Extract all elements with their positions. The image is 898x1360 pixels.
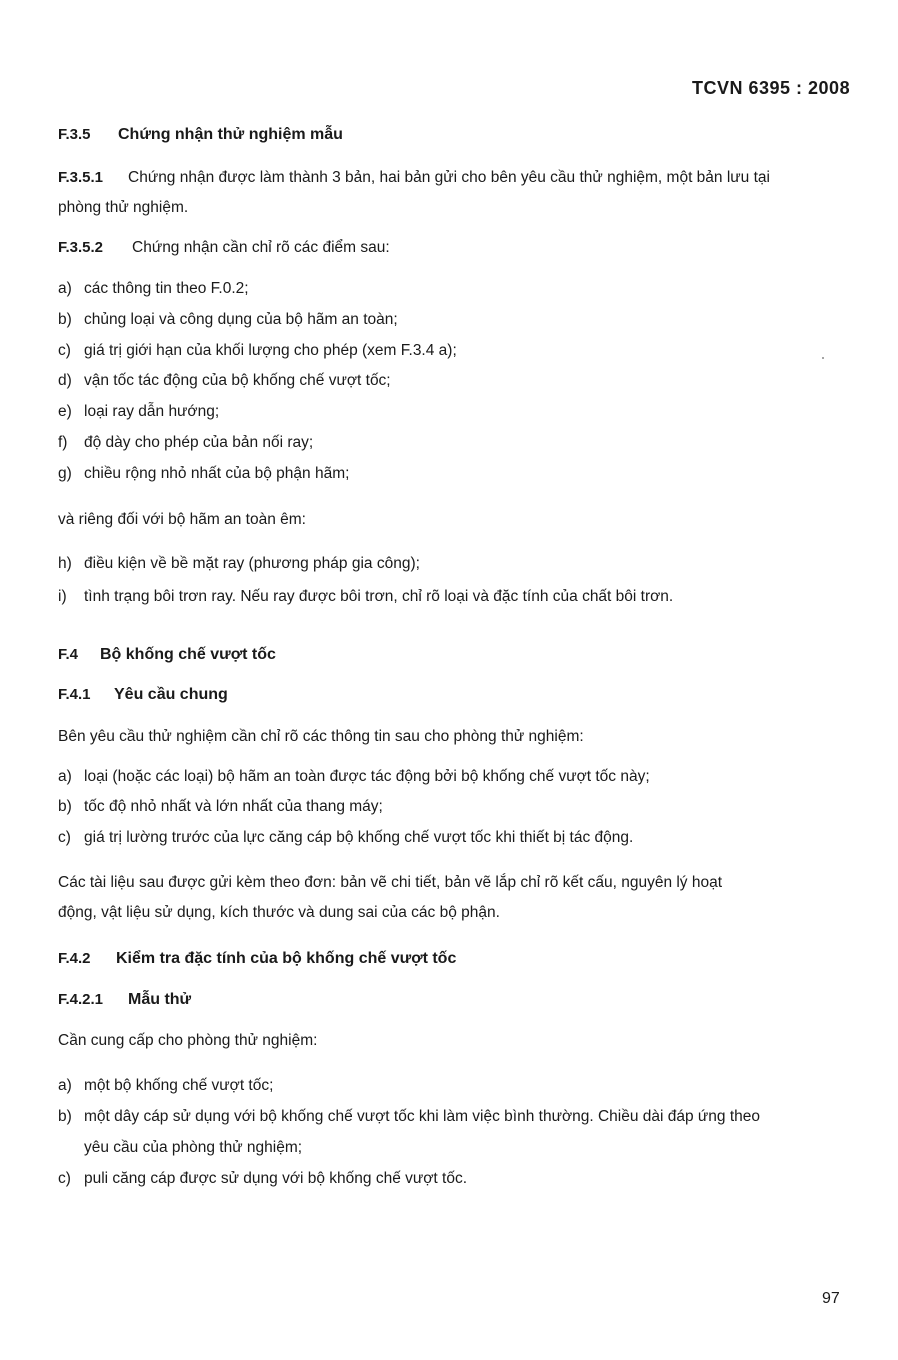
- list-marker: d): [58, 372, 72, 389]
- list-item: [58, 311, 398, 329]
- list-item: [58, 829, 633, 847]
- list-marker: c): [58, 342, 71, 359]
- list-marker: b): [58, 798, 72, 815]
- paragraph-docs-line1: Các tài liệu sau được gửi kèm theo đơn: bản vẽ chi tiết, bản vẽ lắp chỉ rõ kết cấu, nguyên lý hoạt: [58, 874, 723, 891]
- list-item-continuation: yêu cầu của phòng thử nghiệm;: [84, 1139, 303, 1156]
- list-marker: a): [58, 768, 72, 785]
- list-item: [58, 555, 420, 573]
- list-marker: b): [58, 1108, 72, 1125]
- section-heading-f41: [58, 686, 228, 704]
- list-item-text: giá trị giới hạn của khối lượng cho phép (xem F.3.4 a);: [84, 342, 457, 359]
- section-title: Kiểm tra đặc tính của bộ khống chế vượt tốc: [116, 950, 457, 967]
- paragraph-f351-line2: phòng thử nghiệm.: [58, 199, 189, 216]
- list-item: [58, 342, 457, 360]
- clause-number: F.3.5.2: [58, 239, 104, 256]
- list-marker: a): [58, 1077, 72, 1094]
- list-marker: b): [58, 311, 72, 328]
- list-item: [58, 1170, 467, 1188]
- list-item: [58, 280, 249, 298]
- list-item: [58, 434, 313, 452]
- list-marker: c): [58, 829, 71, 846]
- page-number: 97: [822, 1290, 840, 1307]
- section-number: F.4.1: [58, 686, 91, 703]
- paragraph-supply-intro: Cần cung cấp cho phòng thử nghiệm:: [58, 1032, 318, 1049]
- list-item-text: loại ray dẫn hướng;: [84, 403, 220, 420]
- scan-speck: [822, 357, 824, 359]
- section-number: F.4.2: [58, 950, 91, 967]
- list-item: [58, 1077, 273, 1095]
- list-marker: a): [58, 280, 72, 297]
- list-item-text: một dây cáp sử dụng với bộ khống chế vượt tốc khi làm việc bình thường. Chiều dài đáp ứng theo: [84, 1108, 761, 1125]
- paragraph-intro: Bên yêu cầu thử nghiệm cần chỉ rõ các thông tin sau cho phòng thử nghiệm:: [58, 728, 584, 745]
- list-item: [58, 465, 349, 483]
- list-item: [58, 768, 650, 786]
- section-heading-f421: [58, 991, 191, 1009]
- list-item-text: loại (hoặc các loại) bộ hãm an toàn được tác động bởi bộ khống chế vượt tốc này;: [84, 768, 650, 785]
- list-item-text: puli căng cáp được sử dụng với bộ khống chế vượt tốc.: [84, 1170, 468, 1187]
- list-item-text: một bộ khống chế vượt tốc;: [84, 1077, 274, 1094]
- section-title: Bộ khống chế vượt tốc: [100, 646, 276, 663]
- list-item-text: chiều rộng nhỏ nhất của bộ phận hãm;: [84, 465, 350, 482]
- list-marker: i): [58, 588, 67, 605]
- paragraph-f352: [58, 239, 390, 257]
- list-item-text: vận tốc tác động của bộ khống chế vượt tốc;: [84, 372, 391, 389]
- paragraph-docs-line2: động, vật liệu sử dụng, kích thước và dung sai của các bộ phận.: [58, 904, 500, 921]
- section-number: F.3.5: [58, 126, 91, 143]
- section-number: F.4.2.1: [58, 991, 104, 1008]
- list-item: [58, 798, 383, 816]
- paragraph-note: và riêng đối với bộ hãm an toàn êm:: [58, 511, 306, 528]
- list-item: [58, 588, 673, 606]
- list-item: [58, 1108, 760, 1126]
- list-item-text: độ dày cho phép của bản nối ray;: [84, 434, 314, 451]
- paragraph-f351-line1: [58, 169, 770, 187]
- section-heading-f35: [58, 126, 343, 144]
- list-marker: f): [58, 434, 68, 451]
- section-title: Mẫu thử: [128, 991, 192, 1008]
- section-heading-f42: [58, 950, 456, 968]
- list-item-text: tình trạng bôi trơn ray. Nếu ray được bôi trơn, chỉ rõ loại và đặc tính của chất bôi trơn.: [84, 588, 674, 605]
- list-item-text: chủng loại và công dụng của bộ hãm an toàn;: [84, 311, 398, 328]
- section-title: Yêu cầu chung: [114, 686, 228, 703]
- list-marker: c): [58, 1170, 71, 1187]
- list-item-text: điều kiện về bề mặt ray (phương pháp gia công);: [84, 555, 420, 572]
- list-item-text: các thông tin theo F.0.2;: [84, 280, 249, 297]
- list-item: [58, 372, 391, 390]
- section-heading-f4: [58, 646, 276, 664]
- list-item-text: giá trị lường trước của lực căng cáp bộ khống chế vượt tốc khi thiết bị tác động.: [84, 829, 634, 846]
- section-title: Chứng nhận thử nghiệm mẫu: [118, 126, 343, 143]
- paragraph-text: Chứng nhận được làm thành 3 bản, hai bản gửi cho bên yêu cầu thử nghiệm, một bản lưu tại: [128, 169, 770, 186]
- document-standard-id: TCVN 6395 : 2008: [692, 78, 851, 98]
- list-marker: e): [58, 403, 72, 420]
- list-marker: h): [58, 555, 72, 572]
- clause-number: F.3.5.1: [58, 169, 104, 186]
- list-marker: g): [58, 465, 72, 482]
- list-item-text: tốc độ nhỏ nhất và lớn nhất của thang máy;: [84, 798, 383, 815]
- section-number: F.4: [58, 646, 79, 663]
- list-item: [58, 403, 219, 421]
- paragraph-text: Chứng nhận cần chỉ rõ các điểm sau:: [132, 239, 390, 256]
